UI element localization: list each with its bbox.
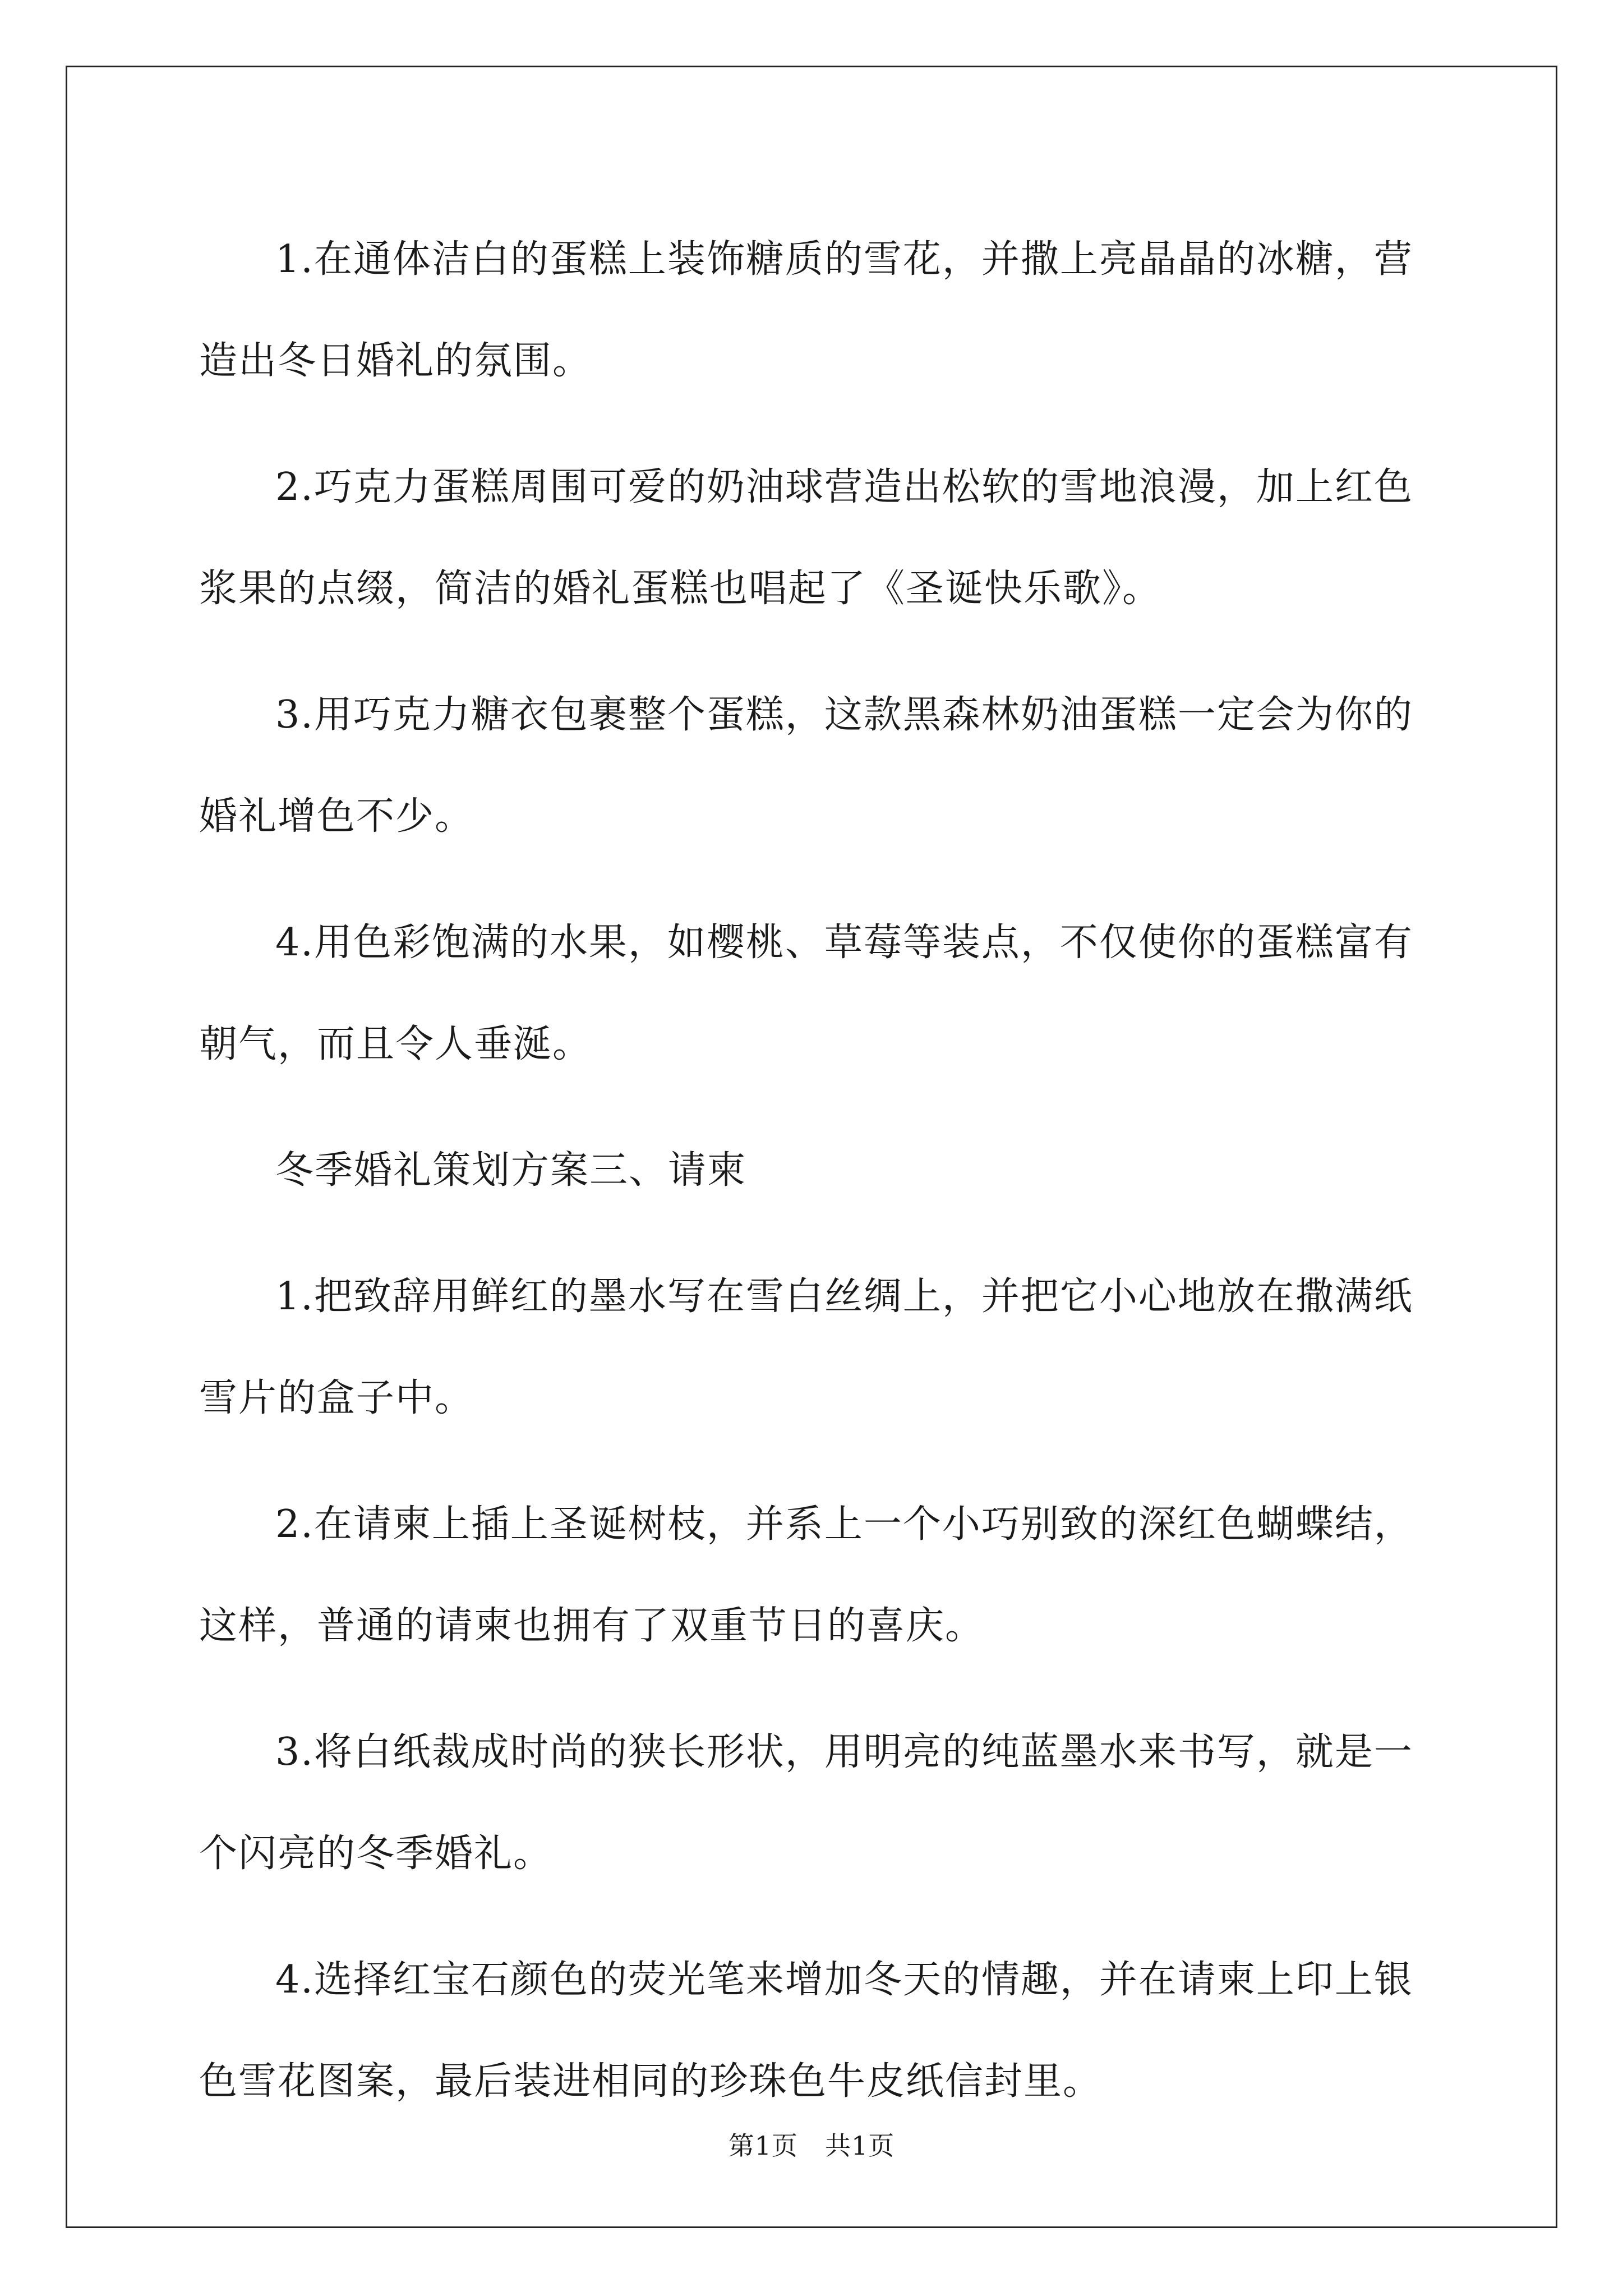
paragraph-invitation-3: 3.将白纸裁成时尚的狭长形状，用明亮的纯蓝墨水来书写，就是一个闪亮的冬季婚礼。 <box>199 1730 1413 1876</box>
page-total: 共1页 <box>825 2131 895 2161</box>
paragraph-cake-3: 3.用巧克力糖衣包裹整个蛋糕，这款黑森林奶油蛋糕一定会为你的婚礼增色不少。 <box>199 693 1413 839</box>
paragraph-cake-4: 4.用色彩饱满的水果，如樱桃、草莓等装点，不仅使你的蛋糕富有朝气，而且令人垂涎。 <box>199 921 1413 1066</box>
paragraph-cake-2: 2.巧克力蛋糕周围可爱的奶油球营造出松软的雪地浪漫，加上红色浆果的点缀，简洁的婚礼蛋糕也唱起了《圣诞快乐歌》。 <box>199 465 1413 611</box>
document-body <box>199 209 1433 2157</box>
page-number: 第1页 <box>728 2131 798 2161</box>
paragraph-invitation-1: 1.把致辞用鲜红的墨水写在雪白丝绸上，并把它小心地放在撒满纸雪片的盒子中。 <box>199 1274 1413 1420</box>
paragraph-invitation-4: 4.选择红宝石颜色的荧光笔来增加冬天的情趣，并在请柬上印上银色雪花图案，最后装进相同的珍珠色牛皮纸信封里。 <box>199 1958 1413 2104</box>
paragraph-invitation-2: 2.在请柬上插上圣诞树枝，并系上一个小巧别致的深红色蝴蝶结，这样，普通的请柬也拥有了双重节日的喜庆。 <box>199 1502 1413 1648</box>
page-footer <box>0 2129 1623 2162</box>
paragraph-cake-1: 1.在通体洁白的蛋糕上装饰糖质的雪花，并撒上亮晶晶的冰糖，营造出冬日婚礼的氛围。 <box>199 237 1413 383</box>
section-heading-invitations: 冬季婚礼策划方案三、请柬 <box>275 1148 747 1193</box>
